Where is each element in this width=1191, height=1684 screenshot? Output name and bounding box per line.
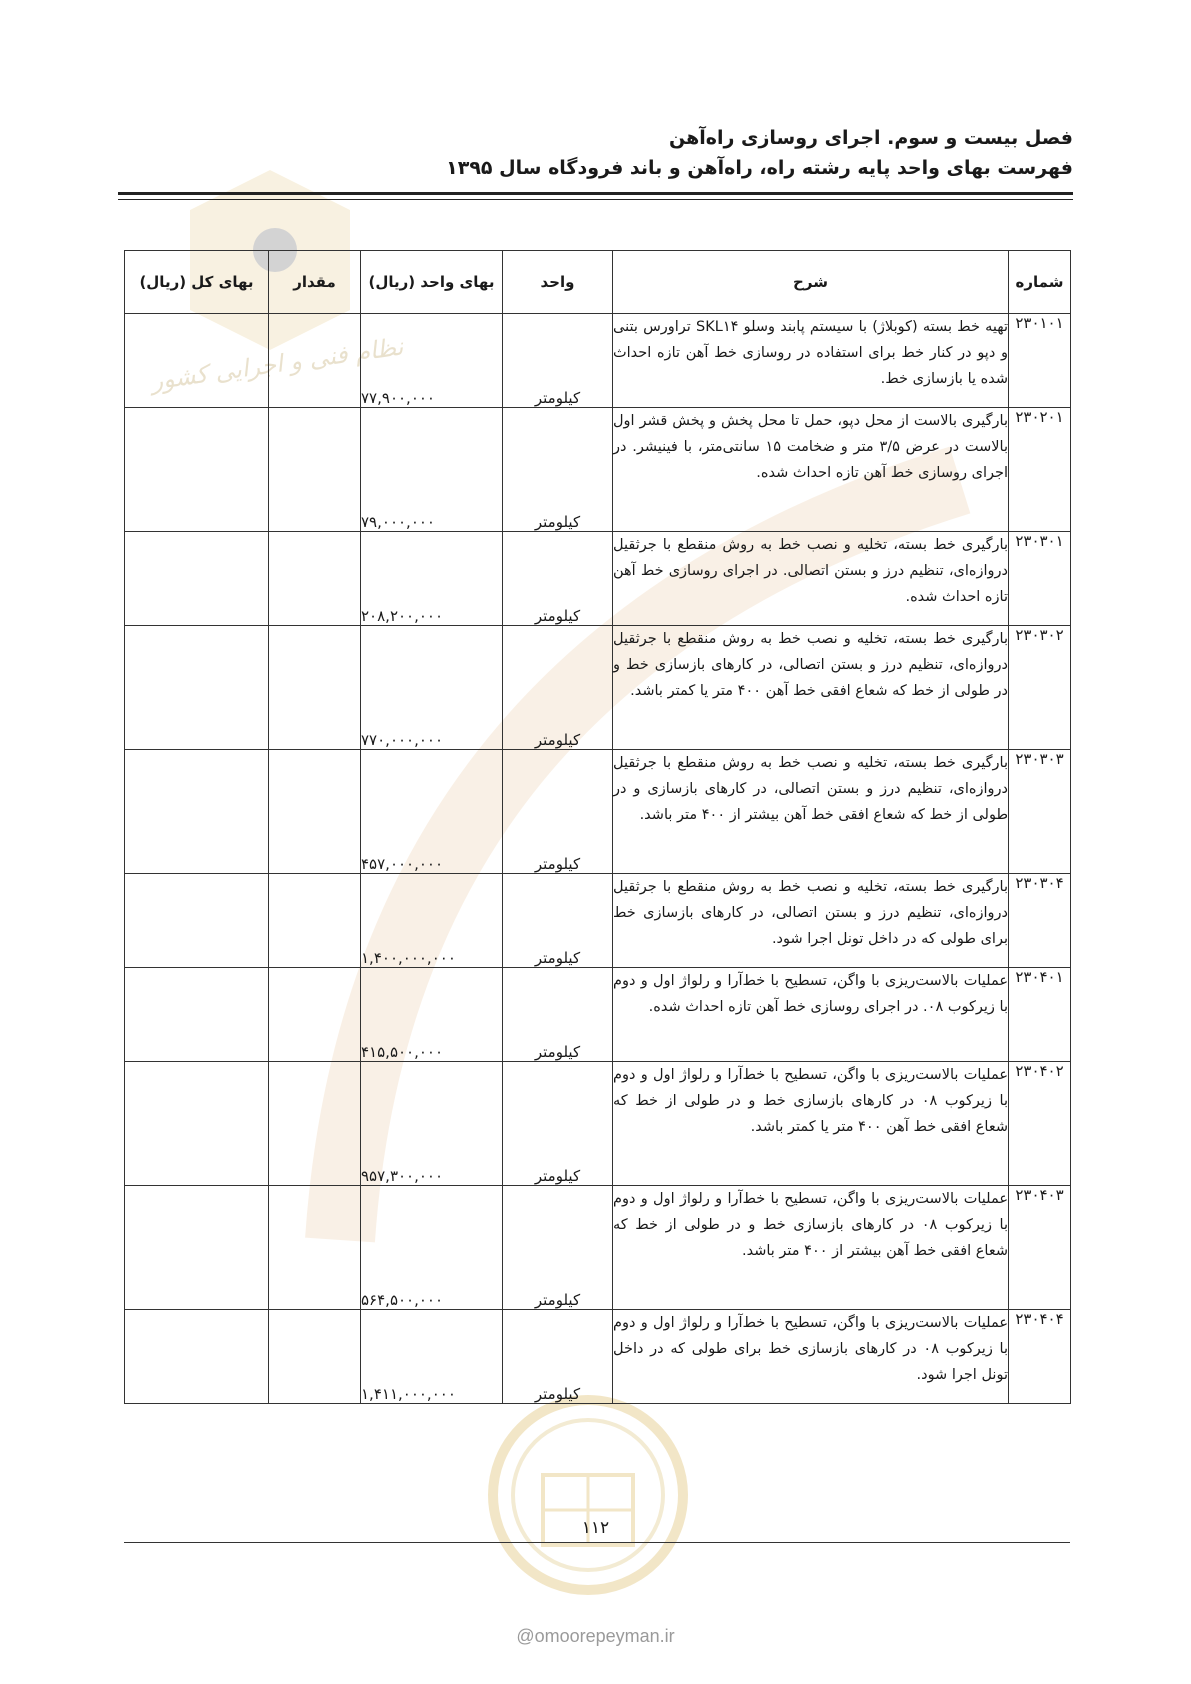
table-row — [125, 750, 1071, 874]
cell-description: بارگیری بالاست از محل دپو، حمل تا محل پخش و پخش قشر اول بالاست در عرض ۳/۵ متر و ضخامت ۱۵ سانتی‌متر، با فینیشر. در اجرای روسازی خط آهن تازه احداث شده. — [613, 408, 1009, 532]
cell-unit-price: ۷۷,۹۰۰,۰۰۰ — [361, 314, 503, 408]
cell-total-price — [125, 750, 269, 874]
cell-quantity — [269, 750, 361, 874]
cell-description: بارگیری خط بسته، تخلیه و نصب خط به روش منقطع با جرثقیل دروازه‌ای، تنظیم درز و بستن اتصالی، در کارهای بازسازی و در طولی از خط که شعاع افقی خط آهن بیشتر از ۴۰۰ متر باشد. — [613, 750, 1009, 874]
cell-unit: کیلومتر — [503, 750, 613, 874]
table-row — [125, 314, 1071, 408]
cell-number: ۲۳۰۴۰۳ — [1009, 1186, 1071, 1310]
cell-number: ۲۳۰۳۰۴ — [1009, 874, 1071, 968]
chapter-subtitle: فهرست بهای واحد پایه رشته راه، راه‌آهن و باند فرودگاه سال ۱۳۹۵ — [446, 157, 1073, 179]
cell-unit: کیلومتر — [503, 1062, 613, 1186]
header-quantity: مقدار — [269, 251, 361, 314]
cell-description: عملیات بالاست‌ریزی با واگن، تسطیح با خط‌آرا و رلواژ اول و دوم با زیرکوب ۰۸ در کارهای بازسازی خط برای طولی که در داخل تونل اجرا شود. — [613, 1310, 1009, 1404]
cell-number: ۲۳۰۳۰۲ — [1009, 626, 1071, 750]
cell-number: ۲۳۰۳۰۱ — [1009, 532, 1071, 626]
cell-number: ۲۳۰۴۰۱ — [1009, 968, 1071, 1062]
cell-unit: کیلومتر — [503, 626, 613, 750]
cell-description: عملیات بالاست‌ریزی با واگن، تسطیح با خط‌آرا و رلواژ اول و دوم با زیرکوب ۰۸. در اجرای روسازی خط آهن تازه احداث شده. — [613, 968, 1009, 1062]
cell-total-price — [125, 874, 269, 968]
table-row — [125, 1062, 1071, 1186]
chapter-title: فصل بیست و سوم. اجرای روسازی راه‌آهن — [668, 127, 1073, 149]
cell-unit-price: ۱,۴۱۱,۰۰۰,۰۰۰ — [361, 1310, 503, 1404]
cell-total-price — [125, 1310, 269, 1404]
cell-total-price — [125, 408, 269, 532]
cell-description: بارگیری خط بسته، تخلیه و نصب خط به روش منقطع با جرثقیل دروازه‌ای، تنظیم درز و بستن اتصالی، در کارهای بازسازی خط برای طولی که در داخل تونل اجرا شود. — [613, 874, 1009, 968]
header-total-price: بهای کل (ریال) — [125, 251, 269, 314]
cell-unit: کیلومتر — [503, 968, 613, 1062]
cell-quantity — [269, 314, 361, 408]
footer-website: @omoorepeyman.ir — [516, 1626, 675, 1646]
cell-quantity — [269, 408, 361, 532]
watermark-text: نظام فنی و اجرایی کشور — [149, 332, 406, 396]
table-row — [125, 874, 1071, 968]
cell-unit: کیلومتر — [503, 1310, 613, 1404]
cell-number: ۲۳۰۲۰۱ — [1009, 408, 1071, 532]
cell-quantity — [269, 968, 361, 1062]
table-row — [125, 408, 1071, 532]
cell-unit-price: ۷۷۰,۰۰۰,۰۰۰ — [361, 626, 503, 750]
cell-quantity — [269, 1310, 361, 1404]
cell-quantity — [269, 532, 361, 626]
header-unit-price: بهای واحد (ریال) — [361, 251, 503, 314]
bottom-seal-icon — [488, 1395, 688, 1595]
cell-number: ۲۳۰۴۰۴ — [1009, 1310, 1071, 1404]
cell-unit: کیلومتر — [503, 1186, 613, 1310]
cell-unit-price: ۴۵۷,۰۰۰,۰۰۰ — [361, 750, 503, 874]
cell-quantity — [269, 1062, 361, 1186]
cell-description: عملیات بالاست‌ریزی با واگن، تسطیح با خط‌آرا و رلواژ اول و دوم با زیرکوب ۰۸ در کارهای بازسازی خط و در طولی از خط که شعاع افقی خط آهن بیشتر از ۴۰۰ متر باشد. — [613, 1186, 1009, 1310]
cell-number: ۲۳۰۱۰۱ — [1009, 314, 1071, 408]
footer-divider — [124, 1542, 1070, 1543]
cell-unit-price: ۷۹,۰۰۰,۰۰۰ — [361, 408, 503, 532]
cell-unit: کیلومتر — [503, 408, 613, 532]
cell-number: ۲۳۰۴۰۲ — [1009, 1062, 1071, 1186]
cell-total-price — [125, 968, 269, 1062]
table-row — [125, 1186, 1071, 1310]
cell-unit-price: ۱,۴۰۰,۰۰۰,۰۰۰ — [361, 874, 503, 968]
cell-total-price — [125, 532, 269, 626]
cell-quantity — [269, 874, 361, 968]
cell-unit: کیلومتر — [503, 874, 613, 968]
cell-total-price — [125, 1062, 269, 1186]
table-header-row — [125, 251, 1071, 314]
cell-description: تهیه خط بسته (کوبلاژ) با سیستم پابند وسلو SKL۱۴ تراورس بتنی و دپو در کنار خط برای استفاده در روسازی خط آهن تازه احداث شده یا بازسازی خط. — [613, 314, 1009, 408]
cell-description: بارگیری خط بسته، تخلیه و نصب خط به روش منقطع با جرثقیل دروازه‌ای، تنظیم درز و بستن اتصالی. در اجرای روسازی خط آهن تازه احداث شده. — [613, 532, 1009, 626]
cell-unit-price: ۴۱۵,۵۰۰,۰۰۰ — [361, 968, 503, 1062]
cell-quantity — [269, 1186, 361, 1310]
header-unit: واحد — [503, 251, 613, 314]
page-number: ۱۱۲ — [581, 1518, 610, 1538]
cell-unit: کیلومتر — [503, 314, 613, 408]
table-row — [125, 532, 1071, 626]
cell-unit-price: ۹۵۷,۳۰۰,۰۰۰ — [361, 1062, 503, 1186]
header-description: شرح — [613, 251, 1009, 314]
page-header — [118, 124, 1073, 182]
cell-description: عملیات بالاست‌ریزی با واگن، تسطیح با خط‌آرا و رلواژ اول و دوم با زیرکوب ۰۸ در کارهای بازسازی خط و در طولی از خط که شعاع افقی خط آهن ۴۰۰ متر یا کمتر باشد. — [613, 1062, 1009, 1186]
cell-total-price — [125, 314, 269, 408]
cell-total-price — [125, 1186, 269, 1310]
table-row — [125, 968, 1071, 1062]
cell-description: بارگیری خط بسته، تخلیه و نصب خط به روش منقطع با جرثقیل دروازه‌ای، تنظیم درز و بستن اتصالی، در کارهای بازسازی خط و در طولی از خط که شعاع افقی خط آهن ۴۰۰ متر یا کمتر باشد. — [613, 626, 1009, 750]
cell-total-price — [125, 626, 269, 750]
cell-quantity — [269, 626, 361, 750]
header-number: شماره — [1009, 251, 1071, 314]
cell-unit-price: ۵۶۴,۵۰۰,۰۰۰ — [361, 1186, 503, 1310]
cell-unit-price: ۲۰۸,۲۰۰,۰۰۰ — [361, 532, 503, 626]
cell-unit: کیلومتر — [503, 532, 613, 626]
header-divider — [118, 192, 1073, 200]
cell-number: ۲۳۰۳۰۳ — [1009, 750, 1071, 874]
table-row — [125, 1310, 1071, 1404]
price-list-table — [124, 250, 1071, 1404]
table-row — [125, 626, 1071, 750]
